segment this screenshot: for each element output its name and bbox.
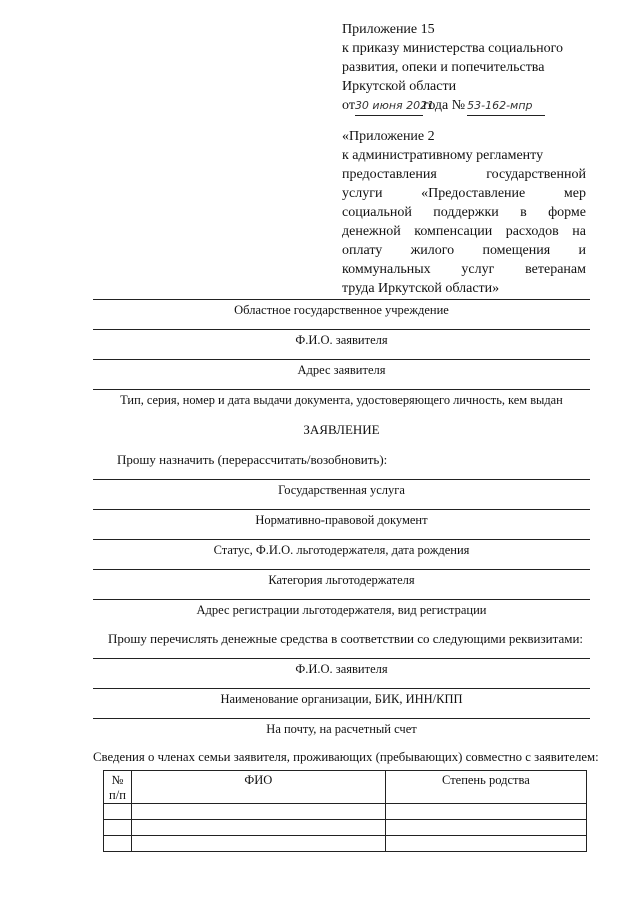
col-fio-header: ФИО [131,771,385,804]
handwritten-number: 53-162-мпр [467,96,545,116]
appendix-2-line: оплату жилого помещения и [342,243,586,258]
normative-line [93,509,590,510]
status-line [93,539,590,540]
appendix-2-line: предоставления государственной [342,167,586,182]
institution-caption: Областное государственное учреждение [234,303,449,317]
appendix-15-block [342,20,586,116]
date-mid: года № [422,98,466,113]
cell-relation[interactable] [385,820,586,836]
appendix-2-title: «Приложение 2 [342,129,435,144]
table-header-row [104,771,587,804]
cell-number[interactable] [104,804,132,820]
cell-fio[interactable] [131,836,385,852]
normative-caption: Нормативно-правовой документ [255,513,428,527]
appendix-2-line: социальной поддержки в форме [342,205,586,220]
cell-fio[interactable] [131,804,385,820]
document-caption: Тип, серия, номер и дата выдачи документа, удостоверяющего личность, кем выдан [120,393,563,407]
service-line [93,479,590,480]
col-relation-header: Степень родства [385,771,586,804]
cell-relation[interactable] [385,836,586,852]
request-line: Прошу назначить (перерассчитать/возобновить): [117,452,388,467]
applicant-fio-caption: Ф.И.О. заявителя [295,333,388,347]
transfer-line: Прошу перечислять денежные средства в соответствии со следующими реквизитами: [108,631,584,646]
appendix-2-line: услуги «Предоставление мер [342,186,586,201]
service-caption: Государственная услуга [278,483,405,497]
cell-relation[interactable] [385,804,586,820]
organization-caption: Наименование организации, БИК, ИНН/КПП [220,692,463,706]
status-caption: Статус, Ф.И.О. льготодержателя, дата рождения [213,543,470,557]
table-row [104,836,587,852]
applicant-address-caption: Адрес заявителя [297,363,386,377]
reg-address-caption: Адрес регистрации льготодержателя, вид регистрации [196,603,487,617]
col-number-header [104,771,132,804]
applicant-fio-line [93,329,590,330]
document-line [93,389,590,390]
appendix-15-title: Приложение 15 [342,22,435,37]
cell-number[interactable] [104,836,132,852]
appendix-2-line: к административному регламенту [342,148,544,163]
appendix-2-block [342,127,586,298]
applicant-fio2-caption: Ф.И.О. заявителя [295,662,388,676]
institution-line [93,299,590,300]
form-title: ЗАЯВЛЕНИЕ [303,422,380,437]
date-prefix: от [342,98,355,113]
reg-address-line [93,599,590,600]
appendix-2-line: денежной компенсации расходов на [342,224,586,239]
handwritten-date: 30 июня 2021 [355,96,423,116]
cell-number[interactable] [104,820,132,836]
appendix-2-line: коммунальных услуг ветеранам [342,262,586,277]
applicant-fio2-line [93,658,590,659]
category-line [93,569,590,570]
table-row [104,804,587,820]
family-members-table [103,770,587,852]
appendix-15-line: развития, опеки и попечительства [342,60,545,75]
organization-line [93,688,590,689]
category-caption: Категория льготодержателя [268,573,415,587]
appendix-2-line: труда Иркутской области» [342,281,500,296]
family-line: Сведения о членах семьи заявителя, проживающих (пребывающих) совместно с заявителем: [93,750,599,764]
appendix-15-line: к приказу министерства социального [342,41,563,56]
post-account-caption: На почту, на расчетный счет [266,722,417,736]
col-number-label: № [111,773,124,787]
applicant-address-line [93,359,590,360]
table-row [104,820,587,836]
appendix-15-line: Иркутской области [342,79,457,94]
order-date-line [342,96,586,116]
col-number-label-2: п/п [109,788,126,802]
cell-fio[interactable] [131,820,385,836]
post-account-line [93,718,590,719]
